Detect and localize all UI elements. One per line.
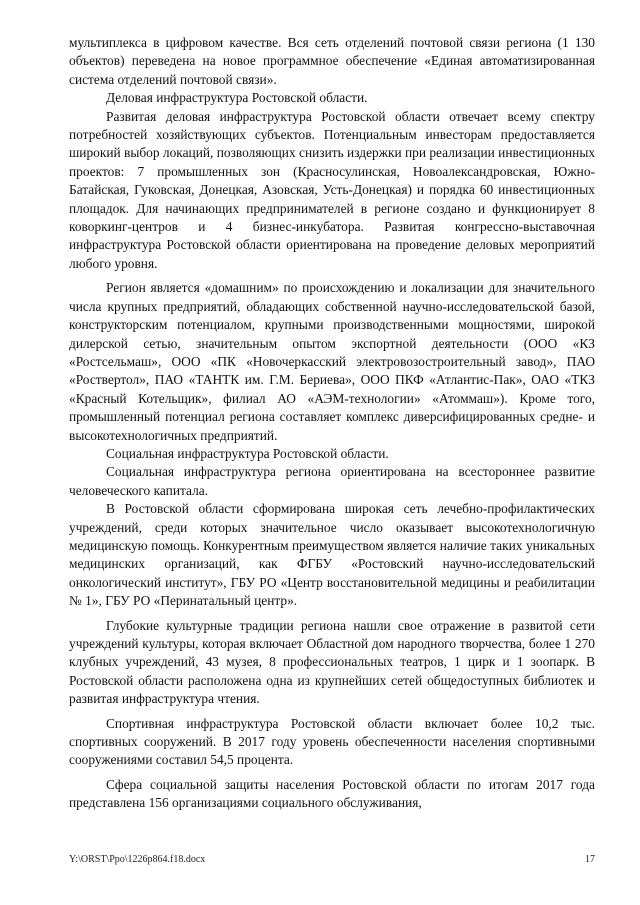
paragraph: мультиплекса в цифровом качестве. Вся сеть отделений почтовой связи региона (1 130 объектов) переведена на новое программное обеспечение «Единая автоматизированная система отделений почтовой связи». xyxy=(69,35,595,87)
paragraph: Регион является «домашним» по происхождению и локализации для значительного числа крупных предприятий, обладающих собственной научно-исследовательской базой, конструкторским потенциалом, крупными производственными мощностями, широкой дилерской сетью, значительным опытом экспортной деятельности (ООО «КЗ «Ростсельмаш», ООО «ПК «Новочеркасский электровозостроительный завод», ПАО «Роствертол», ПАО «ТАНТК им. Г.М. Бериева», ООО ПКФ «Атлантис-Пак», ОАО «ТКЗ «Красный Котельщик», филиал АО «АЭМ-технологии» «Атоммаш»). Кроме того, промышленный потенциал региона составляет комплекс диверсифицированных средне- и высокотехнологичных предприятий. xyxy=(69,280,595,443)
paragraph: Социальная инфраструктура региона ориентирована на всестороннее развитие человеческого капитала. xyxy=(69,464,595,498)
document-body xyxy=(69,34,595,813)
paragraph: В Ростовской области сформирована широкая сеть лечебно-профилактических учреждений, среди которых значительное число оказывает высокотехнологичную медицинскую помощь. Конкурентным преимуществом является наличие таких уникальных медицинских организаций, как ФГБУ «Ростовский научно-исследовательский онкологический институт», ГБУ РО «Центр восстановительной медицины и реабилитации № 1», ГБУ РО «Перинатальный центр». xyxy=(69,501,595,609)
paragraph: Спортивная инфраструктура Ростовской области включает более 10,2 тыс. спортивных сооружений. В 2017 году уровень обеспеченности населения спортивными сооружениями составил 54,5 процента. xyxy=(69,715,595,768)
paragraph: Глубокие культурные традиции региона нашли свое отражение в развитой сети учреждений культуры, которая включает Областной дом народного творчества, более 1 270 клубных учреждений, 43 музея, 8 профессиональных театров, 1 цирк и 1 зоопарк. В Ростовской области расположена одна из крупнейших сетей общедоступных библиотек и развитая инфраструктура чтения. xyxy=(69,617,595,707)
section-heading-business: Деловая инфраструктура Ростовской области. xyxy=(106,90,368,106)
paragraph: Сфера социальной защиты населения Ростовской области по итогам 2017 года представлена 156 организациями социального обслуживания, xyxy=(69,776,595,811)
file-path: Y:\ORST\Ppo\1226p864.f18.docx xyxy=(69,854,206,865)
paragraph: Развитая деловая инфраструктура Ростовской области отвечает всему спектру потребностей хозяйствующих субъектов. Потенциальным инвесторам предоставляется широкий выбор локаций, позволяющих снизить издержки при реализации инвестиционных проектов: 7 промышленных зон (Красносулинская, Новоалександровская, Южно-Батайская, Гуковская, Донецкая, Азовская, Усть-Донецкая) и порядка 60 инвестиционных площадок. Для начинающих предпринимателей в регионе создано и функционирует 8 коворкинг-центров и 4 бизнес-инкубатора. Развитая конгрессно-выставочная инфраструктура Ростовской области ориентирована на проведение деловых мероприятий любого уровня. xyxy=(69,108,596,271)
section-heading-social: Социальная инфраструктура Ростовской области. xyxy=(106,445,389,461)
page-footer xyxy=(69,854,595,865)
page-number: 17 xyxy=(585,854,595,865)
